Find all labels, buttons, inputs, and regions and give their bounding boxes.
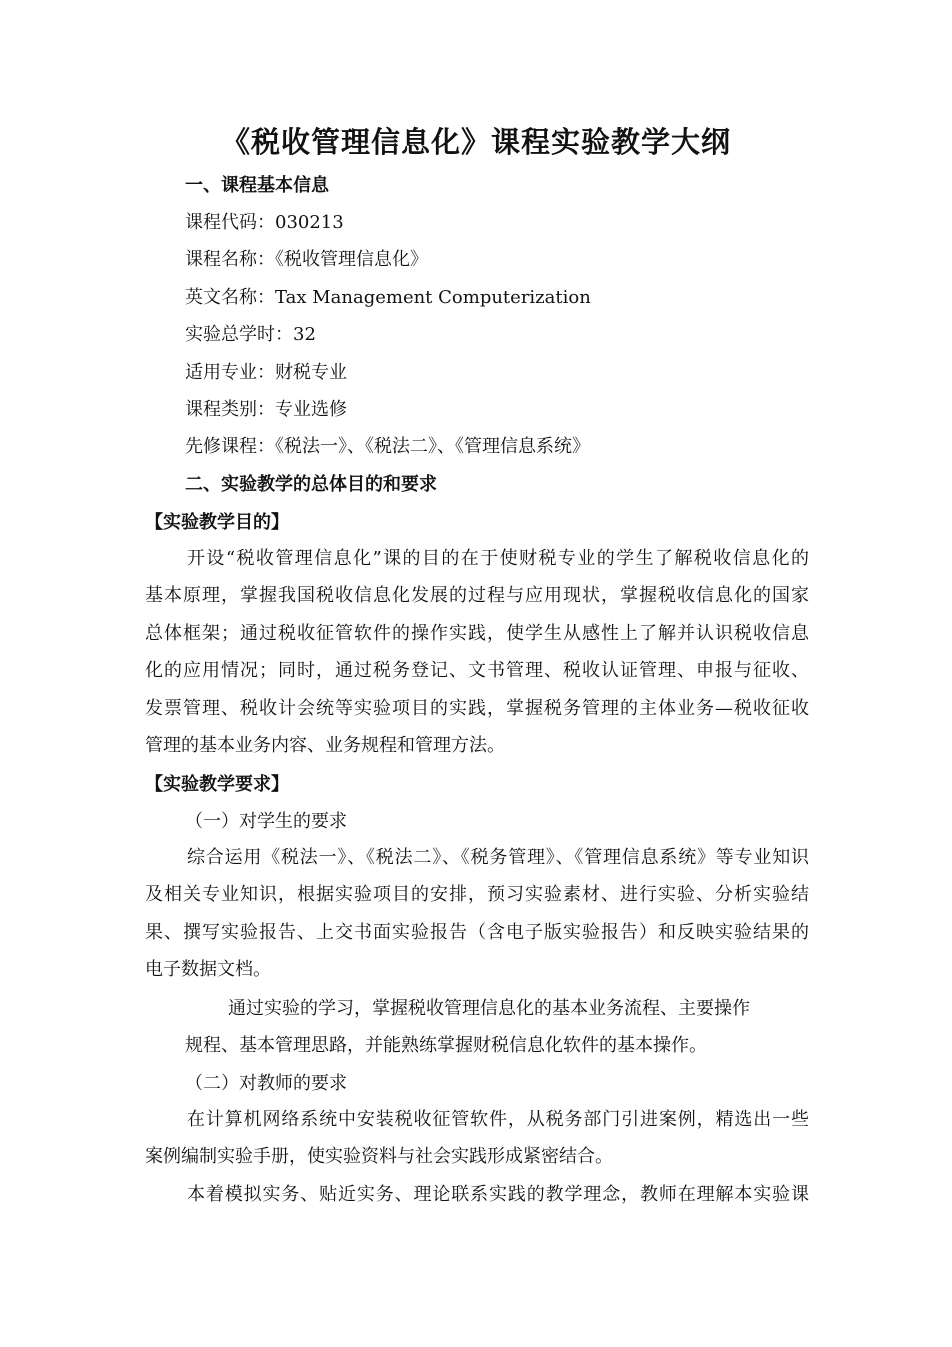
field-total-hours: 实验总学时：32 [185, 324, 316, 345]
teacher-subheading: （二）对教师的要求 [185, 1073, 347, 1094]
purpose-line: 化的应用情况；同时，通过税务登记、文书管理、税收认证管理、申报与征收、 [145, 660, 809, 682]
section-heading-goals: 二、实验教学的总体目的和要求 [185, 474, 437, 495]
requirement-heading: 【实验教学要求】 [145, 774, 289, 795]
student-paragraph [145, 839, 809, 989]
closing-line: 本着模拟实务、贴近实务、理论联系实践的教学理念，教师在理解本实验课 [187, 1184, 809, 1205]
field-english-name: 英文名称：Tax Management Computerization [185, 287, 591, 308]
student-extra-line: 规程、基本管理思路，并能熟练掌握财税信息化软件的基本操作。 [185, 1035, 707, 1056]
field-course-type: 课程类别：专业选修 [185, 399, 347, 420]
purpose-line: 发票管理、税收计会统等实验项目的实践，掌握税务管理的主体业务—税收征收 [145, 697, 809, 719]
teacher-paragraph [145, 1101, 809, 1176]
field-prerequisites: 先修课程：《税法一》、《税法二》、《管理信息系统》 [185, 436, 590, 457]
field-course-code: 课程代码：030213 [185, 212, 344, 233]
section-heading-basic-info: 一、课程基本信息 [185, 175, 329, 196]
student-subheading: （一）对学生的要求 [185, 811, 347, 832]
purpose-line: 总体框架；通过税收征管软件的操作实践，使学生从感性上了解并认识税收信息 [145, 622, 809, 644]
student-line: 综合运用《税法一》、《税法二》、《税务管理》、《管理信息系统》等专业知识 [187, 847, 809, 868]
purpose-line: 基本原理，掌握我国税收信息化发展的过程与应用现状，掌握税收信息化的国家 [145, 585, 809, 607]
document-title: 《税收管理信息化》课程实验教学大纲 [220, 125, 731, 159]
purpose-line: 管理的基本业务内容、业务规程和管理方法。 [145, 734, 505, 756]
purpose-heading: 【实验教学目的】 [145, 512, 289, 533]
teacher-line: 案例编制实验手册，使实验资料与社会实践形成紧密结合。 [145, 1146, 613, 1168]
purpose-paragraph [145, 540, 809, 764]
teacher-line: 在计算机网络系统中安装税收征管软件，从税务部门引进案例，精选出一些 [187, 1109, 809, 1130]
student-line: 果、撰写实验报告、上交书面实验报告（含电子版实验报告）和反映实验结果的 [145, 921, 809, 943]
field-major: 适用专业：财税专业 [185, 362, 347, 383]
student-extra-line: 通过实验的学习，掌握税收管理信息化的基本业务流程、主要操作 [228, 998, 750, 1019]
field-course-name: 课程名称：《税收管理信息化》 [185, 249, 428, 270]
student-line: 及相关专业知识，根据实验项目的安排，预习实验素材、进行实验、分析实验结 [145, 884, 809, 906]
purpose-line: 开设“税收管理信息化”课的目的在于使财税专业的学生了解税收信息化的 [187, 548, 809, 569]
student-line: 电子数据文档。 [145, 959, 271, 981]
closing-paragraph [145, 1176, 809, 1213]
